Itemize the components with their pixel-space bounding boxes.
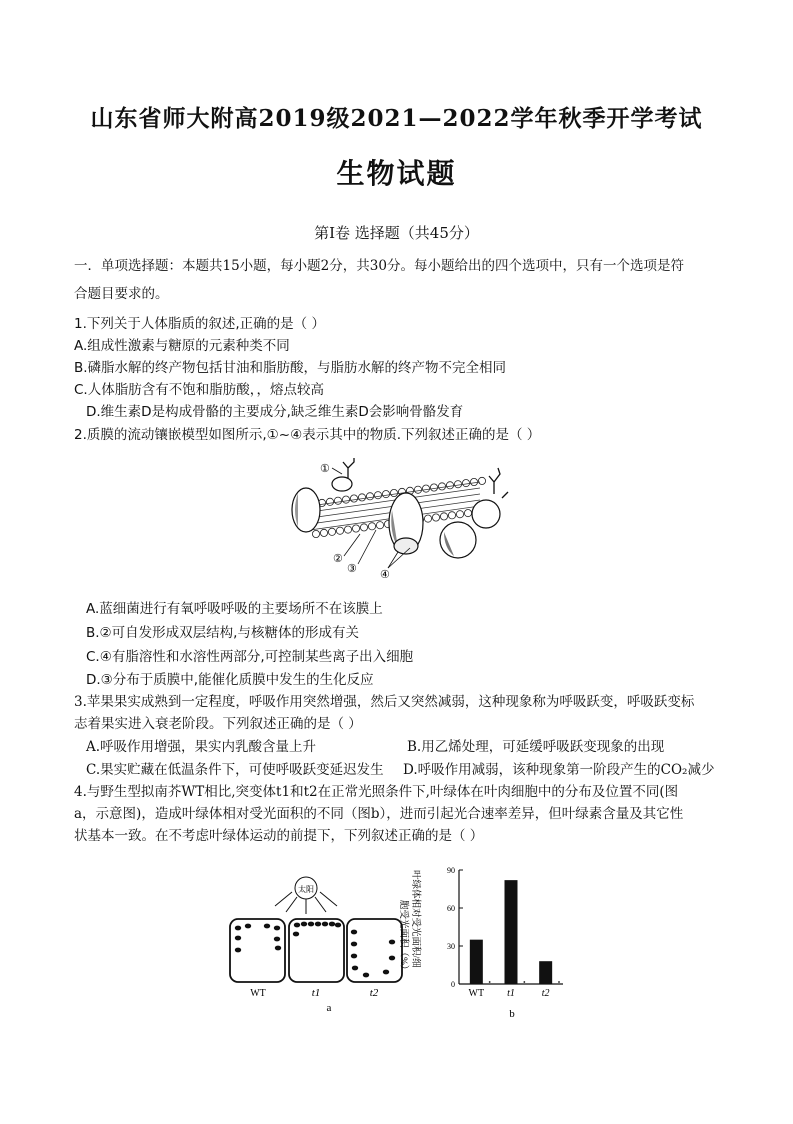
phospholipid-head [358, 494, 365, 501]
phospholipid-head [462, 480, 469, 487]
ylabel-line-2: 胞受光面积（%） [398, 900, 408, 975]
q3-option-d: D.呼吸作用减弱，该种现象第一阶段产生的CO₂减少 [403, 762, 715, 778]
cell-t1 [289, 919, 344, 982]
phospholipid-head [424, 515, 431, 522]
q3-stem-line-2: 志着果实进入衰老阶段。下列叙述正确的是（ ） [74, 716, 362, 732]
phospholipid-head [368, 523, 375, 530]
phospholipid-head [438, 483, 445, 490]
label-4: ④ [380, 569, 390, 578]
bar-wt [470, 940, 483, 984]
phospholipid-head [312, 530, 319, 537]
phospholipid-head [382, 491, 389, 498]
phospholipid-head [446, 482, 453, 489]
x-tick-label: WT [468, 988, 485, 999]
q2-option-b: B.②可自发形成双层结构,与核糖体的形成有关 [86, 625, 359, 641]
figure-b-caption: b [509, 1008, 515, 1020]
q1-option-c: C.人体脂肪含有不饱和脂肪酸，，熔点较高 [74, 382, 324, 398]
y-tick-label: 0 [451, 980, 455, 989]
bar-t1 [505, 880, 518, 984]
q1-stem: 1.下列关于人体脂质的叙述,正确的是（ ） [74, 316, 325, 332]
chart-ylabel [398, 870, 422, 974]
q2-option-d: D.③分布于质膜中,能催化质膜中发生的生化反应 [86, 672, 374, 688]
phospholipid-head [440, 513, 447, 520]
phospholipid-head [342, 496, 349, 503]
label-2: ② [333, 553, 343, 565]
chart-bars [470, 880, 552, 984]
phospholipid-head [344, 526, 351, 533]
label-3: ③ [347, 563, 357, 575]
q2-option-a: A.蓝细菌进行有氧呼吸呼吸的主要场所不在该膜上 [86, 601, 383, 617]
ylabel-line-1: 叶绿体相对受光面积/细 [410, 870, 420, 968]
phospholipid-head [374, 492, 381, 499]
q4-stem-line-3: 状基本一致。在不考虑叶绿体运动的前提下，下列叙述正确的是（ ） [74, 828, 484, 844]
x-tick-label: t1 [507, 988, 515, 999]
light-area-bar-chart [395, 860, 575, 1020]
q2-option-c: C.④有脂溶性和水溶性两部分,可控制某些离子出入细胞 [86, 649, 414, 665]
cell-label-t1: t1 [311, 987, 321, 999]
phospholipid-head [454, 481, 461, 488]
phospholipid-head [430, 484, 437, 491]
phospholipid-head [334, 497, 341, 504]
phospholipid-head [350, 495, 357, 502]
phospholipid-head [464, 510, 471, 517]
membrane-proteins [292, 477, 500, 558]
chloroplast-distribution-figure [220, 868, 420, 1013]
y-tick-label: 90 [447, 866, 455, 875]
q1-option-a: A.组成性激素与糖原的元素种类不同 [74, 338, 290, 354]
phospholipid-head [478, 477, 485, 484]
q3-option-a: A.呼吸作用增强，果实内乳酸含量上升 [86, 739, 317, 755]
sun-label: 太阳 [298, 885, 314, 894]
cell-label-wt: WT [250, 988, 266, 999]
q2-stem: 2.质膜的流动镶嵌模型如图所示,①~④表示其中的物质.下列叙述正确的是（ ） [74, 427, 541, 443]
instructions-line-1: 一．单项选择题：本题共15小题，每小题2分，共30分。每小题给出的四个选项中，只有一个选项是符 [74, 258, 684, 274]
q1-option-b: B.磷脂水解的终产物包括甘油和脂肪酸，与脂肪水解的终产物不完全相同 [74, 360, 507, 376]
q4-stem-line-1: 4.与野生型拟南芥WT相比,突变体t1和t2在正常光照条件下,叶绿体在叶肉细胞中的分布及位置不同(图 [74, 784, 679, 800]
sun-icon [275, 877, 337, 914]
instructions-line-2: 合题目要求的。 [74, 286, 169, 302]
cell-t2 [347, 919, 402, 982]
y-tick-label: 60 [447, 904, 455, 913]
phospholipid-head [390, 489, 397, 496]
bar-t2 [539, 961, 552, 984]
cell-label-t2: t2 [369, 987, 379, 999]
q1-option-d: D.维生素D是构成骨骼的主要成分,缺乏维生素D会影响骨骼发育 [86, 404, 464, 420]
phospholipid-head [336, 527, 343, 534]
q3-option-b: B.用乙烯处理，可延缓呼吸跃变现象的出现 [407, 739, 665, 755]
phospholipid-head [422, 485, 429, 492]
phospholipid-head [448, 512, 455, 519]
q3-stem-line-1: 3.苹果果实成熟到一定程度，呼吸作用突然增强，然后又突然减弱，这种现象称为呼吸跃变，呼吸跃变标 [74, 694, 695, 710]
exam-subject: 生物试题 [336, 157, 457, 190]
q3-option-c: C.果实贮藏在低温条件下，可使呼吸跃变延迟发生 [86, 762, 384, 778]
q4-stem-line-2: a，示意图)，造成叶绿体相对受光面积的不同（图b），进而引起光合速率差异，但叶绿素含量及其它性 [74, 806, 684, 822]
phospholipid-head [470, 478, 477, 485]
phospholipid-head [320, 529, 327, 536]
y-tick-label: 30 [447, 942, 455, 951]
phospholipid-head [328, 528, 335, 535]
phospholipid-head [360, 524, 367, 531]
phospholipid-head [376, 522, 383, 529]
section-heading: 第Ⅰ卷 选择题（共45分） [314, 224, 479, 242]
phospholipid-head [414, 486, 421, 493]
phospholipid-head [366, 493, 373, 500]
phospholipid-head [352, 525, 359, 532]
tick-dot [558, 981, 560, 983]
exam-title: 山东省师大附高2019级2021—2022学年秋季开学考试 [90, 105, 703, 132]
phospholipid-head [432, 514, 439, 521]
membrane-diagram [280, 448, 520, 578]
phospholipid-head [326, 498, 333, 505]
label-1: ① [320, 463, 330, 475]
tick-dot [523, 981, 525, 983]
tick-dot [489, 981, 491, 983]
phospholipid-head [456, 511, 463, 518]
x-tick-label: t2 [541, 988, 550, 999]
figure-a-caption: a [326, 1002, 332, 1013]
